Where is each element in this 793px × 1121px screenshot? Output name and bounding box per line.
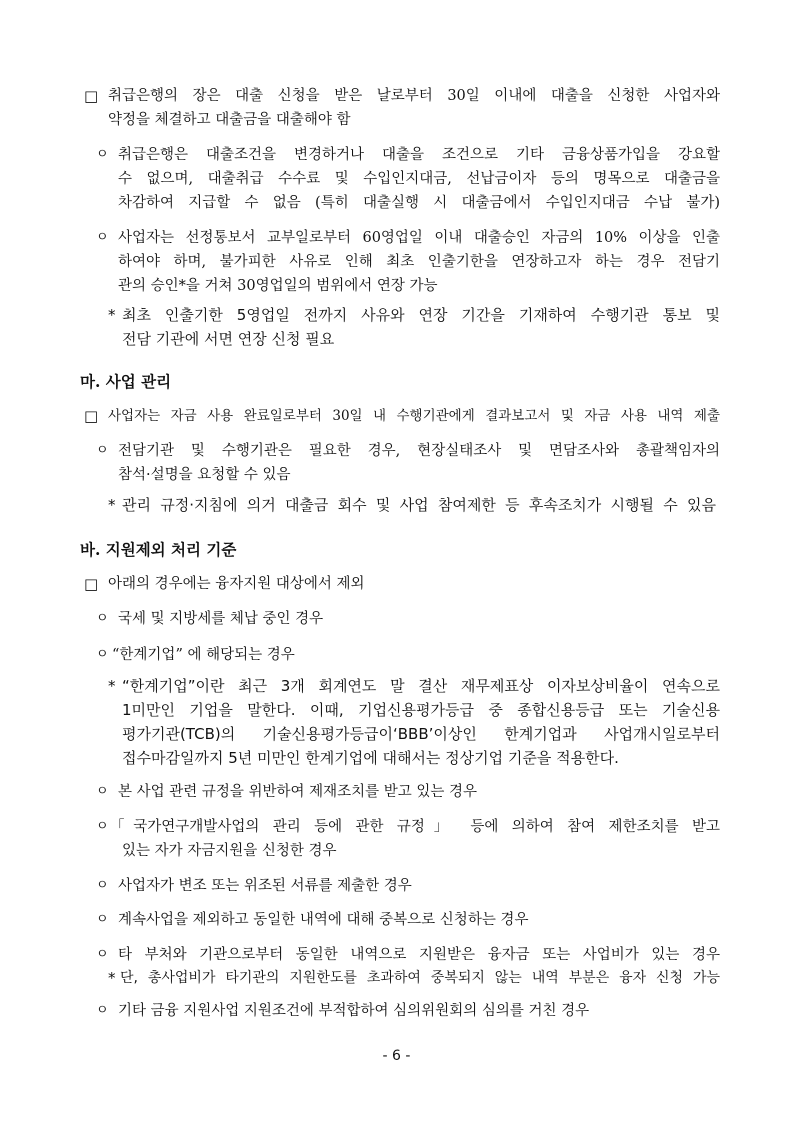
- text-line: 「국가연구개발사업의 관리 등에 관한 규정」 등에 의하여 참여 제한조치를 받고: [110, 819, 720, 835]
- square-bullet: □: [84, 575, 99, 593]
- text-line: “한계기업” 에 해당되는 경우: [112, 647, 295, 663]
- text-line: 수 없으며, 대출취급 수수료 및 수입인지대금, 선납금이자 등의 명목으로 대출금을: [118, 171, 720, 187]
- text-line: 사업자는 선정통보서 교부일로부터 60영업일 이내 대출승인 자금의 10% 이상을 인출: [118, 230, 720, 246]
- text-line: 계속사업을 제외하고 동일한 내역에 대해 중복으로 신청하는 경우: [118, 912, 529, 928]
- note-line: 관리 규정·지침에 의거 대출금 회수 및 사업 참여제한 등 후속조치가 시행될 수 있음: [122, 496, 716, 514]
- section-heading: 마. 사업 관리: [80, 372, 172, 391]
- note-line: “한계기업”이란 최근 3개 회계연도 말 결산 재무제표상 이자보상비율이 연속으로: [122, 677, 720, 695]
- note-line: 1미만인 기업을 말한다. 이때, 기업신용평가등급 중 종합신용등급 또는 기술신용: [122, 701, 720, 719]
- circle-bullet: ㅇ: [96, 784, 109, 799]
- asterisk-note-marker: *: [108, 306, 116, 324]
- asterisk-note-marker: *: [108, 969, 116, 987]
- text-line: 타 부처와 기관으로부터 동일한 내역으로 지원받은 융자금 또는 사업비가 있는 경우: [118, 947, 720, 963]
- text-line: 전담기관 및 수행기관은 필요한 경우, 현장실태조사 및 면담조사와 총괄책임자의: [118, 443, 720, 459]
- asterisk-note-marker: *: [108, 677, 116, 695]
- asterisk-note-marker: *: [108, 496, 116, 514]
- square-bullet: □: [84, 407, 99, 425]
- note-line: 단, 총사업비가 타기관의 지원한도를 초과하여 중복되지 않는 내역 부분은 융자 신청 가능: [120, 970, 720, 986]
- page-number: - 6 -: [382, 1048, 411, 1064]
- text-line: 국세 및 지방세를 체납 중인 경우: [118, 611, 324, 627]
- text-line: 약정을 체결하고 대출금을 대출해야 함: [108, 112, 351, 128]
- text-line: 기타 금융 지원사업 지원조건에 부적합하여 심의위원회의 심의를 거친 경우: [118, 1003, 590, 1019]
- text-line: 관의 승인*을 거쳐 30영업일의 범위에서 연장 가능: [118, 278, 438, 294]
- square-bullet: □: [84, 87, 99, 105]
- text-line: 있는 자가 자금지원을 신청한 경우: [122, 843, 337, 859]
- note-line: 최초 인출기한 5영업일 전까지 사유와 연장 기간을 기재하여 수행기관 통보 및: [122, 306, 720, 324]
- note-line: 접수마감일까지 5년 미만인 한계기업에 대해서는 정상기업 기준을 적용한다.: [122, 749, 619, 767]
- note-line: 전담 기관에 서면 연장 신청 필요: [122, 330, 335, 348]
- text-line: 하여야 하며, 불가피한 사유로 인해 최초 인출기한을 연장하고자 하는 경우 전담기: [118, 254, 720, 270]
- text-line: 사업자가 변조 또는 위조된 서류를 제출한 경우: [118, 878, 412, 894]
- text-line: 참석·설명을 요청할 수 있음: [118, 467, 291, 483]
- circle-bullet: ㅇ: [96, 443, 109, 458]
- text-line: 아래의 경우에는 융자지원 대상에서 제외: [108, 576, 365, 592]
- circle-bullet: ㅇ: [96, 611, 109, 626]
- text-line: 사업자는 자금 사용 완료일로부터 30일 내 수행기관에게 결과보고서 및 자금 사용 내역 제출: [108, 408, 720, 424]
- circle-bullet: ㅇ: [96, 1003, 109, 1018]
- text-line: 취급은행의 장은 대출 신청을 받은 날로부터 30일 이내에 대출을 신청한 사업자와: [108, 88, 720, 104]
- circle-bullet: ㅇ: [96, 912, 109, 927]
- note-line: 평가기관(TCB)의 기술신용평가등급이‘BBB’이상인 한계기업과 사업개시일로부터: [122, 725, 720, 743]
- circle-bullet: ㅇ: [96, 947, 109, 962]
- text-line: 취급은행은 대출조건을 변경하거나 대출을 조건으로 기타 금융상품가입을 강요할: [118, 147, 720, 163]
- section-heading: 바. 지원제외 처리 기준: [80, 540, 237, 559]
- text-line: 차감하여 지급할 수 없음 (특히 대출실행 시 대출금에서 수입인지대금 수납 불가): [118, 195, 720, 211]
- circle-bullet: ㅇ: [96, 147, 109, 162]
- circle-bullet: ㅇ: [96, 819, 109, 834]
- text-line: 본 사업 관련 규정을 위반하여 제재조치를 받고 있는 경우: [118, 784, 478, 800]
- circle-bullet: ㅇ: [96, 647, 109, 662]
- circle-bullet: ㅇ: [96, 230, 109, 245]
- circle-bullet: ㅇ: [96, 878, 109, 893]
